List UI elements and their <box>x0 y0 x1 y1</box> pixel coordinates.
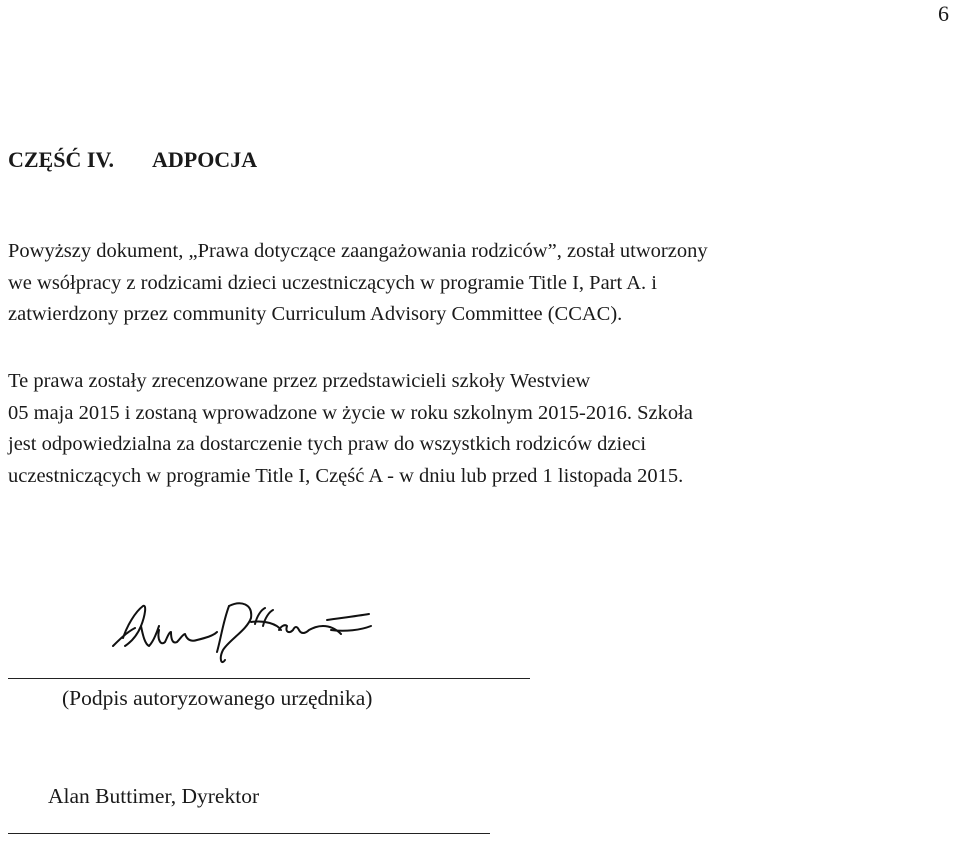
paragraph-line: Powyższy dokument, „Prawa dotyczące zaangażowania rodziców”, został utworzony <box>8 240 708 262</box>
section-heading <box>8 146 257 174</box>
signature-rule <box>8 678 530 679</box>
section-label: CZĘŚĆ IV. <box>8 147 114 172</box>
section-title: ADPOCJA <box>151 147 258 172</box>
bottom-rule <box>8 833 490 834</box>
paragraph-line: uczestniczących w programie Title I, Część A - w dniu lub przed 1 listopada 2015. <box>8 465 684 488</box>
paragraph-line: 05 maja 2015 i zostaną wprowadzone w życie w roku szkolnym 2015-2016. Szkoła <box>8 401 693 424</box>
paragraph-line: zatwierdzony przez community Curriculum Advisory Committee (CCAC). <box>8 303 623 326</box>
paragraph-approval <box>8 236 958 331</box>
signatory-name-title: Alan Buttimer, Dyrektor <box>48 784 260 808</box>
handwritten-signature <box>105 596 375 676</box>
paragraph-line: we wsółpracy z rodzicami dzieci uczestniczących w programie Title I, Part A. i <box>8 271 657 294</box>
page-number: 6 <box>938 1 949 26</box>
signature-caption: (Podpis autoryzowanego urzędnika) <box>62 686 373 710</box>
paragraph-line: Te prawa zostały zrecenzowane przez przedstawicieli szkoły Westview <box>8 370 591 392</box>
paragraph-line: jest odpowiedzialna za dostarczenie tych praw do wszystkich rodziców dzieci <box>8 433 647 456</box>
paragraph-review <box>8 366 958 493</box>
